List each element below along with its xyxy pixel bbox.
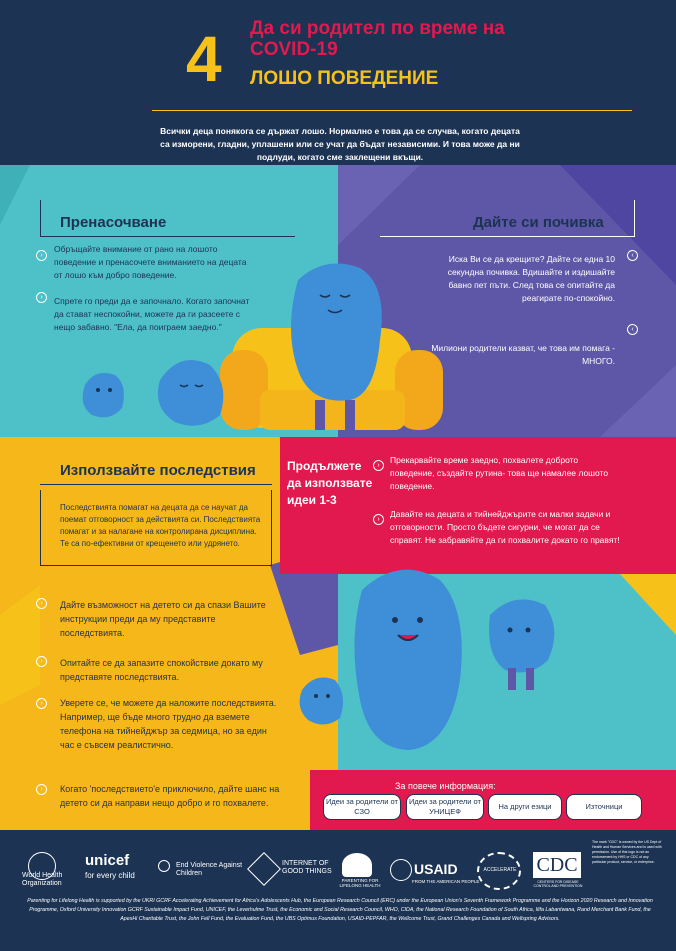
- parent-eye: [417, 617, 423, 623]
- cdc-tagline: CENTERS FOR DISEASE CONTROL AND PREVENTION: [533, 880, 583, 888]
- redirect-item-1: Обръщайте внимание от рано на лошото поведение и пренасочете вниманието на децата от лошо към добро поведение.: [54, 244, 247, 280]
- pause-text-1: Иска Ви се да крещите? Дайте си една 10 секундна почивка. Вдишайте и издишайте бавно пет пъти. След това се опитайте да реагирате по-спокойно.: [447, 254, 615, 303]
- parent-eye: [392, 617, 398, 623]
- consequences-info-text: Последствията помагат на децата да се научат да поемат отговорност за действията си. Последствията помагат и за налагане на контролирана дисциплина. Те са по-ефективни от крещенето или удрянето.: [60, 503, 261, 548]
- pause-title: Дайте си почивка: [473, 214, 604, 231]
- parent-body: [354, 570, 461, 750]
- parent-on-chair-illustration: [70, 250, 460, 450]
- chevron-right-icon: ›: [373, 514, 384, 525]
- redirect-title: Пренасочване: [60, 214, 167, 231]
- consequences-item-1: Дайте възможност на детето си да спази Вашите инструкции преди да му представите последствията.: [60, 600, 266, 638]
- parent-body: [291, 264, 382, 401]
- teen-leg: [526, 668, 534, 690]
- usaid-tagline: FROM THE AMERICAN PEOPLE: [412, 879, 480, 884]
- consequences-item-4: Когато 'последствието'е приключило, дайте шанс на детето си да направи нещо добро и го похвалете.: [60, 784, 280, 808]
- intro-text: Всички деца понякога се държат лошо. Нормално е това да се случва, когато децата са изморени, гладни, уплашени или се учат да бъдат независими. И това може да ни подлуди, когато сме заклещени вкъщи.: [160, 126, 520, 162]
- teen-leg: [508, 668, 516, 690]
- chevron-right-icon: ›: [36, 598, 47, 609]
- parent-leg-right: [345, 400, 355, 430]
- who-logo-text: World Health Organization: [22, 872, 63, 887]
- teen-eye: [526, 628, 531, 633]
- usaid-logo: USAID: [414, 861, 458, 877]
- usaid-seal-icon: [390, 859, 412, 881]
- shape-teal-accent: [0, 165, 30, 225]
- toddler-eye: [314, 694, 318, 698]
- evac-logo-text: End Violence Against Children: [176, 862, 243, 877]
- chevron-left-icon: ‹: [627, 250, 638, 261]
- chevron-right-icon: ›: [373, 460, 384, 471]
- child-body: [158, 360, 223, 426]
- shape-purple-accent: [338, 165, 420, 245]
- page-title: Да си родител по време на COVID-19: [250, 18, 505, 60]
- toddler-body: [300, 678, 343, 725]
- redirect-item-2: Спрете го преди да е започнало. Когато започнат да стават неспокойни, можете да ги разсеете с нещо забавно. "Ела, да поиграем заедно.": [54, 296, 250, 332]
- plh-logo-text: PARENTING FOR LIFELONG HEALTH: [339, 878, 381, 888]
- header-divider: [152, 110, 632, 111]
- chevron-right-icon: ›: [36, 292, 47, 303]
- family-illustration: [290, 560, 590, 770]
- chevron-right-icon: ›: [36, 656, 47, 667]
- small-child-eye: [108, 388, 112, 392]
- tip-number: 4: [186, 23, 222, 95]
- chevron-right-icon: ›: [36, 698, 47, 709]
- funding-note: Parenting for Lifelong Health is supported by the UKRI GCRF Accelerating Achievement for Africa's Adolescents Hub, the European Research Council (ERC) under the European Union's Seventh Framework Programme and the Horizon 2020 Research and Innovation Programme, Oxford University Innovation GCRF Sustainable Impact Fund, UNICEF, the Leverhulme Trust, the Economic and Social Research Council, WHO, CIDA, the National Research Foundation of South Africa, Ilifa Labantwana, Rand Merchant Bank Fund, the ApexHi Charitable Trust, the John Fell Fund, the Evaluation Fund, the UBS Optimus Foundation, USAID-PEPFAR, the Wellcome Trust, Grand Challenges Canada and Wellspring Advisors.: [27, 898, 653, 922]
- chevron-left-icon: ‹: [627, 324, 638, 335]
- cdc-logo: CDC: [533, 852, 581, 878]
- redirect-title-underline: [40, 236, 295, 237]
- unicef-tagline: for every child: [85, 871, 135, 880]
- continue-item-1: Прекарвайте време заедно, похвалете доброто поведение, създайте рутина- това ще намалее лошото поведение.: [390, 455, 609, 491]
- accelerate-logo-text: ACCELERATE: [483, 867, 517, 873]
- shape-purple-corner: [600, 365, 676, 437]
- parent-leg-left: [315, 400, 325, 430]
- pause-text-2: Милиони родители казват, че това им помага - МНОГО.: [431, 343, 615, 366]
- teen-eye: [508, 628, 513, 633]
- who-ideas-button[interactable]: Идеи за родители от СЗО: [323, 794, 401, 820]
- plh-logo-icon: [342, 853, 372, 877]
- other-languages-button[interactable]: На други езици: [488, 794, 562, 820]
- toddler-eye: [326, 694, 330, 698]
- footer: [0, 830, 676, 951]
- unicef-logo: unicef: [85, 852, 130, 869]
- shape-yellow-left: [0, 585, 40, 705]
- consequences-item-3: Уверете се, че можете да наложите последствията. Например, ще бъде много трудно да вземете телефона на тийнейджър за седмица, но за един час е съвсем реалистично.: [60, 698, 277, 750]
- evac-logo-icon: [158, 860, 170, 872]
- cdc-legal-note: The mark "CDC" is owned by the US Dept of Health and Human Services and is used with permission. Use of this logo is not an endorsement by HHS or CDC of any particular product, service, or enterprise.: [592, 840, 662, 864]
- continue-item-2: Давайте на децата и тийнейджърите си малки задачи и отговорности. Просто бъдете сигурни, че могат да се справят. Не забравяйте да ги похвалите докато го правят!: [390, 509, 620, 545]
- small-child-eye: [96, 388, 100, 392]
- pause-title-underline: [380, 236, 635, 237]
- consequences-title-underline: [40, 484, 272, 485]
- unicef-ideas-button[interactable]: Идеи за родители от УНИЦЕФ: [406, 794, 484, 820]
- chevron-right-icon: ›: [36, 784, 47, 795]
- sources-button[interactable]: Източници: [566, 794, 642, 820]
- more-info-title: За повече информация:: [395, 781, 496, 791]
- chevron-right-icon: ›: [36, 250, 47, 261]
- redirect-title-edge: [40, 200, 41, 236]
- pause-title-edge: [634, 200, 635, 236]
- small-child-body: [83, 373, 124, 417]
- continue-title: Продължете да използвате идеи 1-3: [287, 459, 373, 507]
- igt-logo-text: INTERNET OF GOOD THINGS: [282, 860, 332, 875]
- consequences-title: Използвайте последствия: [60, 462, 256, 479]
- page-subtitle: ЛОШО ПОВЕДЕНИЕ: [250, 68, 439, 89]
- teen-body: [489, 599, 554, 672]
- consequences-item-2: Опитайте се да запазите спокойствие докато му представяте последствията.: [60, 658, 263, 682]
